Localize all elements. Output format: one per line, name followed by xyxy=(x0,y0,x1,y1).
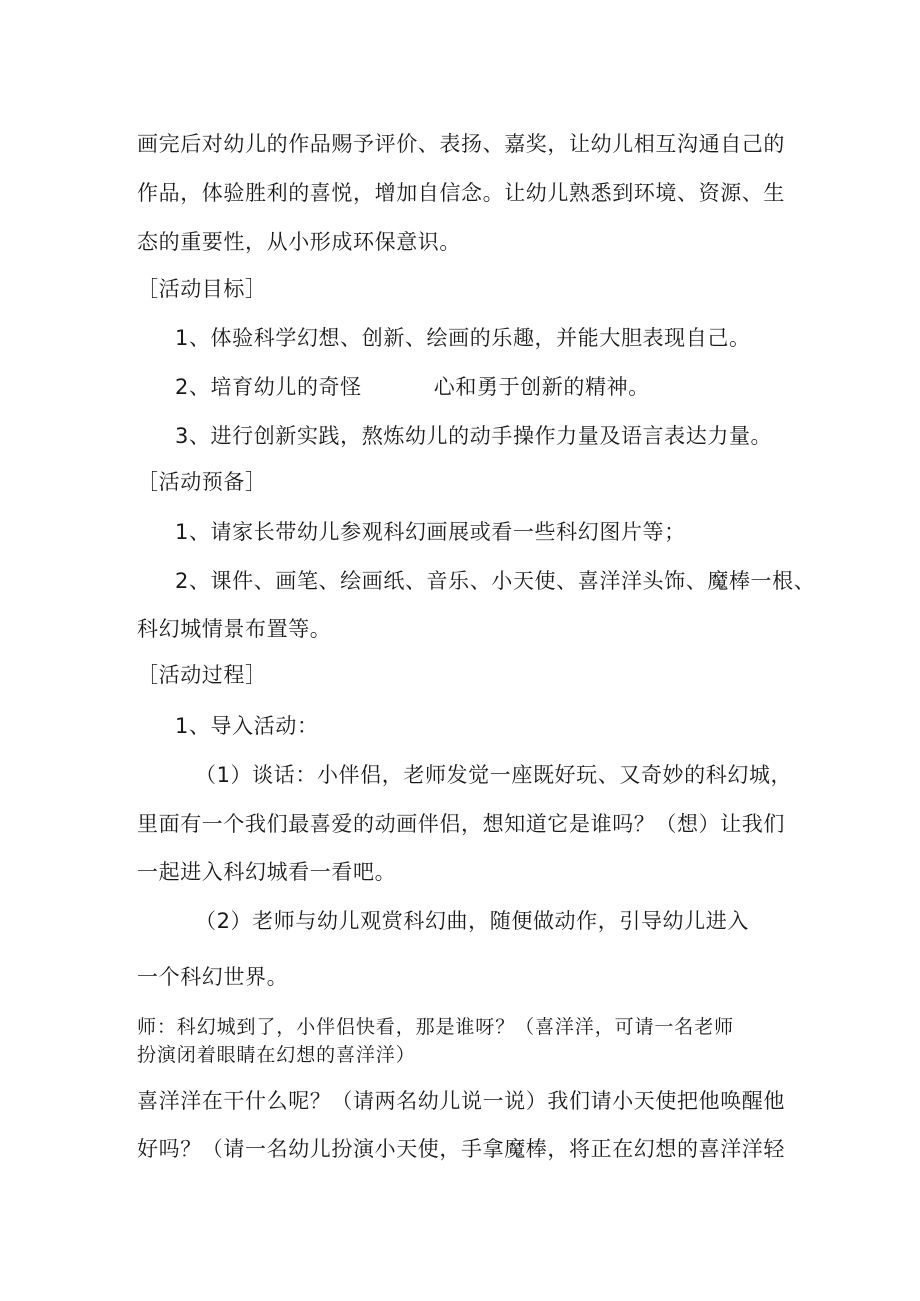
prep-item-1: 1、请家长带幼儿参观科幻画展或看一些科幻图片等； xyxy=(175,520,686,544)
goals-item-1: 1、体验科学幻想、创新、绘画的乐趣，并能大胆表现自己。 xyxy=(175,326,751,350)
goals-heading: ［活动目标］ xyxy=(137,277,267,301)
goals-item-3: 3、进行创新实践，熬炼幼儿的动手操作力量及语言表达力量。 xyxy=(175,424,773,448)
process-sub-2-line-1: （2）老师与幼儿观赏科幻曲，随便做动作，引导幼儿进入 xyxy=(195,909,749,933)
prep-item-2-line-2: 科幻城情景布置等。 xyxy=(137,617,332,641)
process-step-1: 1、导入活动： xyxy=(175,714,319,738)
prep-heading: ［活动预备］ xyxy=(137,470,267,494)
question-line-2: 好吗？（请一名幼儿扮演小天使，手拿魔棒，将正在幻想的喜洋洋轻 xyxy=(137,1137,785,1161)
intro-line-3: 态的重要性，从小形成环保意识。 xyxy=(137,230,461,254)
teacher-line-2: 扮演闭着眼睛在幻想的喜洋洋） xyxy=(137,1044,416,1066)
process-sub-1-line-2: 里面有一个我们最喜爱的动画伴侣，想知道它是谁吗？（想）让我们 xyxy=(137,812,785,836)
intro-line-1: 画完后对幼儿的作品赐予评价、表扬、嘉奖，让幼儿相互沟通自己的 xyxy=(137,132,785,156)
process-sub-1-line-3: 一起进入科幻城看一看吧。 xyxy=(137,860,397,884)
process-heading: ［活动过程］ xyxy=(137,663,267,687)
intro-line-2: 作品，体验胜利的喜悦，增加自信念。让幼儿熟悉到环境、资源、生 xyxy=(137,181,785,205)
goals-item-2-part-a: 2、培育幼儿的奇怪 xyxy=(175,375,362,399)
goals-item-2-part-b: 心和勇于创新的精神。 xyxy=(433,375,650,399)
process-sub-2-line-2: 一个科幻世界。 xyxy=(137,965,289,989)
process-sub-1-line-1: （1）谈话：小伴侣，老师发觉一座既好玩、又奇妙的科幻城， xyxy=(195,763,793,787)
teacher-line-1: 师：科幻城到了，小伴侣快看，那是谁呀？（喜洋洋，可请一名老师 xyxy=(137,1016,735,1038)
question-line-1: 喜洋洋在干什么呢？（请两名幼儿说一说）我们请小天使把他唤醒他 xyxy=(137,1089,785,1113)
goals-item-2 xyxy=(175,375,650,399)
prep-item-2-line-1: 2、课件、画笔、绘画纸、音乐、小天使、喜洋洋头饰、魔棒一根、 xyxy=(175,569,816,593)
